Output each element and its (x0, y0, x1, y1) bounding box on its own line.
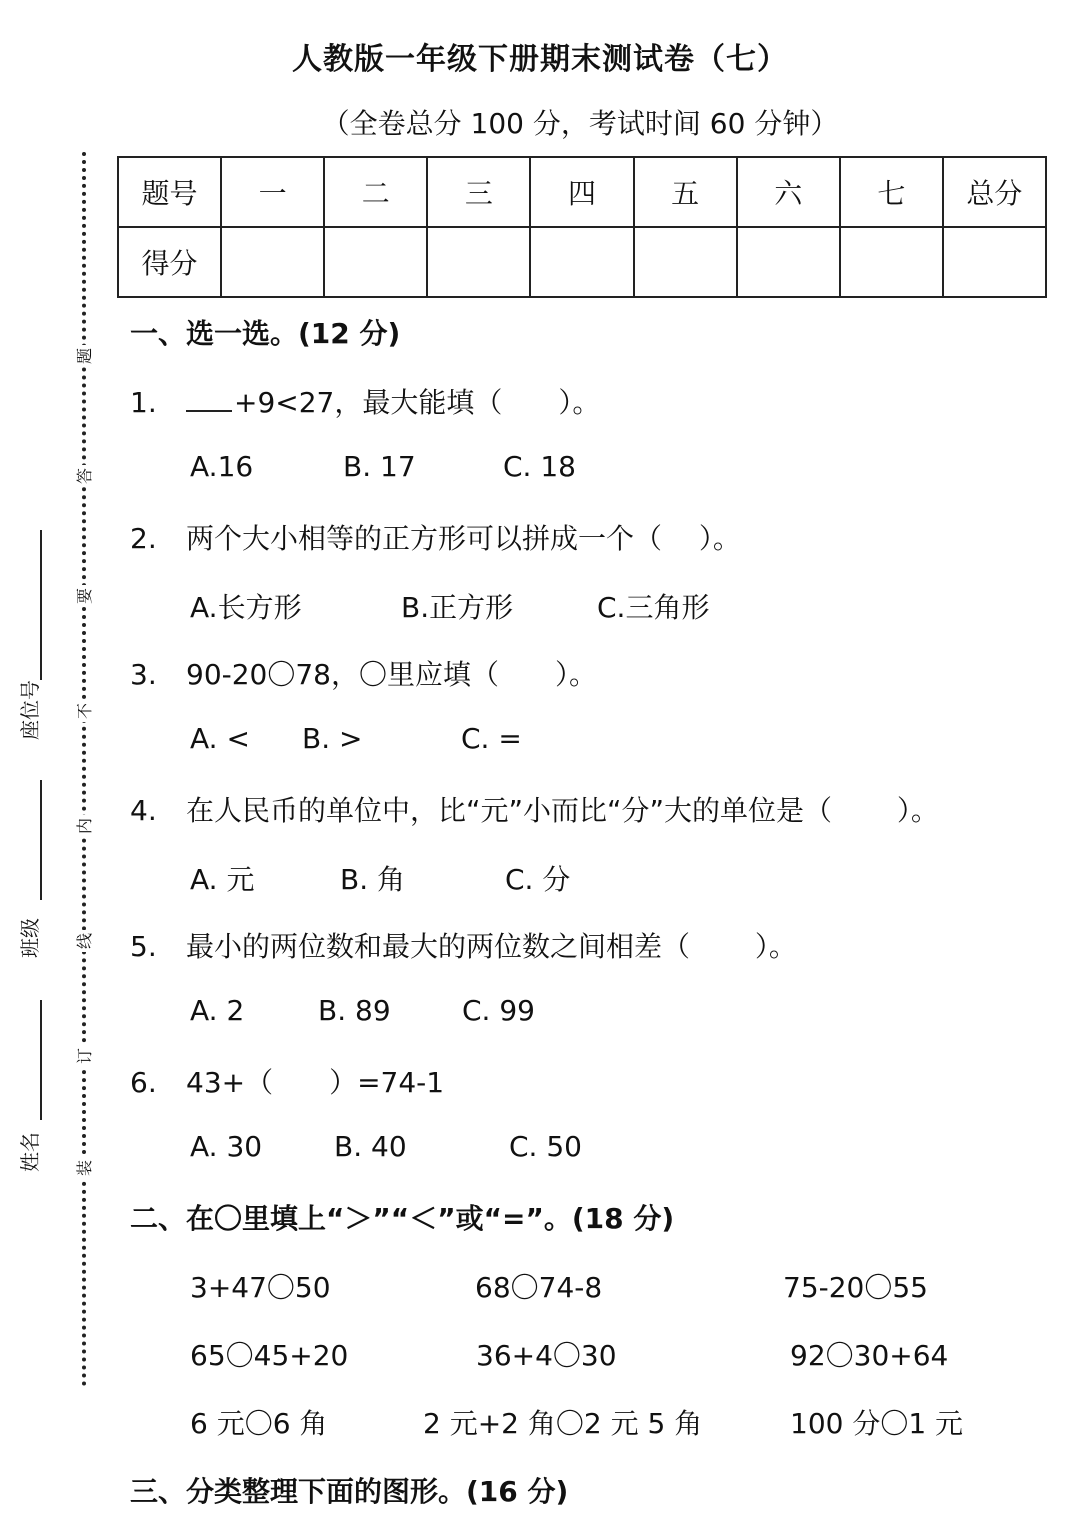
question-number: 2. (130, 522, 157, 555)
score-cell[interactable] (943, 227, 1046, 297)
comparison-item[interactable]: 2 元+2 角〇2 元 5 角 (423, 1407, 703, 1440)
option-a[interactable]: A. < (190, 722, 250, 755)
score-table (117, 156, 1047, 298)
score-cell[interactable] (427, 227, 530, 297)
seat-number-line (40, 530, 42, 680)
option-b[interactable]: B. 40 (334, 1130, 407, 1163)
comparison-item[interactable]: 75-20〇55 (783, 1271, 928, 1304)
page-title: 人教版一年级下册期末测试卷（七） (292, 42, 788, 77)
option-a[interactable]: A. 2 (190, 994, 245, 1027)
score-header-cell: 四 (530, 157, 633, 227)
option-a[interactable]: A.长方形 (190, 591, 302, 624)
score-header-cell: 七 (840, 157, 943, 227)
binding-char: 不 (74, 700, 96, 722)
question-text: 在人民币的单位中，比“元”小而比“分”大的单位是（ ）。 (186, 794, 939, 827)
option-a[interactable]: A. 元 (190, 863, 255, 896)
class-label: 班级 (18, 918, 42, 958)
question-3 (130, 653, 597, 693)
score-header-label: 题号 (118, 157, 221, 227)
score-header-cell: 总分 (943, 157, 1046, 227)
comparison-item[interactable]: 65〇45+20 (190, 1339, 349, 1372)
binding-char: 答 (74, 465, 96, 487)
score-cell[interactable] (840, 227, 943, 297)
comparison-item[interactable]: 100 分〇1 元 (790, 1407, 964, 1440)
comparison-item[interactable]: 3+47〇50 (190, 1271, 331, 1304)
question-2 (130, 517, 741, 557)
name-label: 姓名 (18, 1132, 42, 1172)
option-b[interactable]: B.正方形 (401, 591, 514, 624)
binding-char: 题 (74, 345, 96, 367)
page-subtitle: （全卷总分 100 分，考试时间 60 分钟） (321, 107, 839, 140)
option-b[interactable]: B. 角 (340, 863, 406, 896)
score-table-header-row (118, 157, 1046, 227)
binding-char: 线 (74, 930, 96, 952)
score-cell[interactable] (530, 227, 633, 297)
score-header-cell: 二 (324, 157, 427, 227)
question-text: 43+（ ）=74-1 (186, 1066, 445, 1099)
answer-blank[interactable] (186, 384, 232, 412)
option-a[interactable]: A.16 (190, 450, 254, 483)
class-line (40, 780, 42, 900)
option-c[interactable]: C. = (461, 722, 522, 755)
comparison-item[interactable]: 92〇30+64 (790, 1339, 949, 1372)
score-header-cell: 五 (634, 157, 737, 227)
comparison-item[interactable]: 68〇74-8 (475, 1271, 603, 1304)
question-number: 4. (130, 794, 157, 827)
question-number: 6. (130, 1066, 157, 1099)
option-a[interactable]: A. 30 (190, 1130, 263, 1163)
section-1-heading: 一、选一选。(12 分) (130, 317, 401, 350)
question-4 (130, 789, 939, 829)
score-cell[interactable] (737, 227, 840, 297)
question-6 (130, 1061, 444, 1101)
option-c[interactable]: C. 分 (505, 863, 571, 896)
score-header-cell: 六 (737, 157, 840, 227)
score-header-cell: 一 (221, 157, 324, 227)
question-5 (130, 925, 797, 965)
score-header-cell: 三 (427, 157, 530, 227)
option-c[interactable]: C. 99 (462, 994, 535, 1027)
comparison-item[interactable]: 36+4〇30 (476, 1339, 617, 1372)
binding-char: 装 (74, 1157, 96, 1179)
score-cell[interactable] (634, 227, 737, 297)
option-c[interactable]: C. 18 (503, 450, 576, 483)
binding-char: 内 (74, 815, 96, 837)
option-c[interactable]: C. 50 (509, 1130, 582, 1163)
binding-char: 要 (74, 585, 96, 607)
score-cell[interactable] (221, 227, 324, 297)
score-row-label: 得分 (118, 227, 221, 297)
seat-number-label: 座位号 (18, 680, 42, 740)
binding-notice (74, 345, 96, 1185)
question-text: 两个大小相等的正方形可以拼成一个（ ）。 (186, 522, 741, 555)
score-table-score-row (118, 227, 1046, 297)
section-3-heading: 三、分类整理下面的图形。(16 分) (130, 1475, 569, 1508)
comparison-item[interactable]: 6 元〇6 角 (190, 1407, 328, 1440)
option-b[interactable]: B. 89 (318, 994, 391, 1027)
question-text: 最小的两位数和最大的两位数之间相差（ ）。 (186, 930, 797, 963)
binding-char: 订 (74, 1045, 96, 1067)
question-number: 5. (130, 930, 157, 963)
option-b[interactable]: B. > (302, 722, 363, 755)
score-cell[interactable] (324, 227, 427, 297)
option-b[interactable]: B. 17 (343, 450, 416, 483)
question-1 (130, 381, 600, 421)
option-c[interactable]: C.三角形 (597, 591, 710, 624)
section-2-heading: 二、在〇里填上“＞”“＜”或“=”。(18 分) (130, 1202, 675, 1235)
question-number: 1. (130, 386, 157, 419)
question-number: 3. (130, 658, 157, 691)
question-text: 90-20〇78，〇里应填（ ）。 (186, 658, 597, 691)
name-line (40, 1000, 42, 1120)
question-text: +9<27，最大能填（ ）。 (234, 386, 601, 419)
